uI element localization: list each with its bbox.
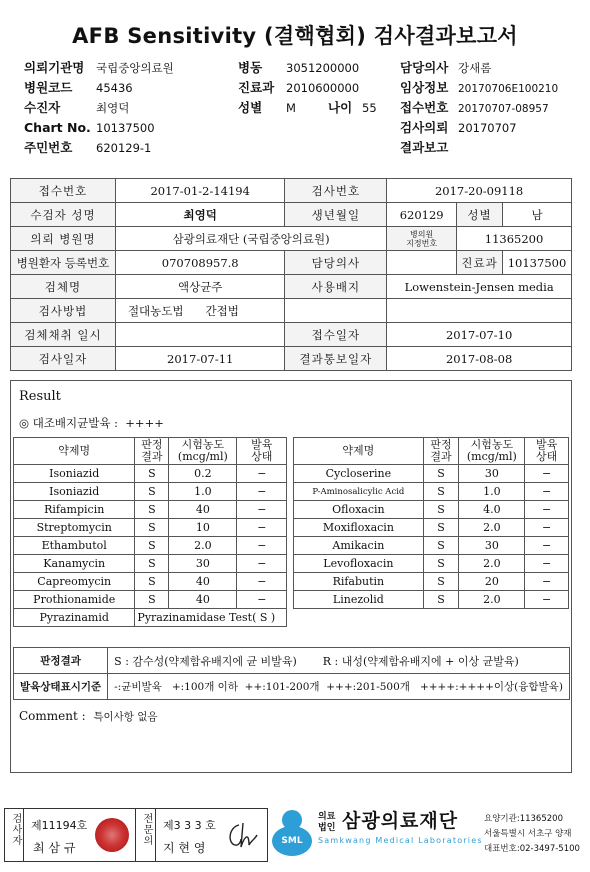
hdr-key: 주민번호 [24, 140, 73, 155]
drug-name: Kanamycin [14, 555, 135, 573]
concentration: 2.0 [459, 591, 525, 609]
drug-row [14, 519, 569, 537]
concentration: 1.0 [169, 483, 237, 501]
hdr-key: 접수번호 [400, 100, 449, 115]
drug-name: Streptomycin [14, 519, 135, 537]
label: 검사일자 [11, 347, 116, 371]
org-logo [272, 810, 314, 858]
hdr-line: 결과 [430, 450, 452, 463]
addr-line: 요양기관:11365200 [484, 814, 563, 824]
doctor [387, 251, 457, 275]
hdr-line: 시험농도 [470, 438, 514, 451]
drug-table [13, 437, 569, 627]
media: Lowenstein-Jensen media [387, 275, 572, 299]
hdr-key: 병동 [238, 60, 263, 75]
gap [287, 555, 294, 573]
hdr-val: 20170706E100210 [458, 83, 559, 95]
hdr-val: 3051200000 [286, 61, 360, 75]
hdr-line: (mcg/ml) [466, 450, 517, 463]
concentration: 2.0 [459, 519, 525, 537]
growth-status: − [525, 537, 569, 555]
legend-r: R : 내성(약제함유배지에 + 이상 균발육) [322, 654, 519, 668]
label [387, 227, 457, 251]
patient-name: 최영덕 [115, 203, 285, 227]
hdr-key: 검사의뢰 [400, 120, 449, 135]
hdr-line: 상태 [251, 450, 273, 463]
col-growth [237, 438, 287, 465]
drug-row [14, 537, 569, 555]
growth-status: − [525, 555, 569, 573]
judge-result: S [135, 501, 169, 519]
label: 성별 [457, 203, 503, 227]
label: 의뢰 병원명 [11, 227, 116, 251]
specialist-no: 제3 3 3 호 [163, 819, 216, 832]
collect-date [115, 323, 285, 347]
growth-status: − [237, 501, 287, 519]
pza-value: Pyrazinamidase Test( S ) [135, 609, 287, 627]
col-conc [459, 438, 525, 465]
growth-status: − [237, 573, 287, 591]
hdr-key: 성별 [238, 100, 263, 115]
col-judge [423, 438, 459, 465]
gap [287, 483, 294, 501]
judge-result: S [135, 465, 169, 483]
drug-name: Ofloxacin [294, 501, 423, 519]
concentration: 20 [459, 573, 525, 591]
hdr-key: 임상정보 [400, 80, 449, 95]
concentration: 0.2 [169, 465, 237, 483]
label: 검사번호 [285, 179, 387, 203]
org-address [484, 812, 590, 857]
prefix-line: 법인 [318, 823, 336, 833]
comment-label: Comment : [19, 709, 86, 723]
judge-result: S [135, 573, 169, 591]
judge-result: S [423, 537, 459, 555]
specialist-label: 전문의 [141, 813, 152, 846]
hdr-line: 시험농도 [181, 438, 225, 451]
hdr-line: 상태 [535, 450, 558, 463]
label: 접수일자 [285, 323, 387, 347]
gap [287, 519, 294, 537]
label: 생년월일 [285, 203, 387, 227]
org-prefix [318, 812, 335, 834]
patient-info-table [10, 178, 572, 371]
hdr-key: 수진자 [24, 100, 61, 115]
test-date: 2017-07-11 [115, 347, 285, 371]
label-line: 지정번호 [406, 238, 438, 248]
growth-status: − [237, 465, 287, 483]
tester-label: 검사자 [10, 813, 21, 846]
drug-name: Ethambutol [14, 537, 135, 555]
concentration: 1.0 [459, 483, 525, 501]
hdr-val: 강새롬 [458, 61, 492, 75]
col-drug: 약제명 [14, 438, 135, 465]
hdr-line: 발육 [535, 438, 558, 451]
concentration: 2.0 [169, 537, 237, 555]
result-title: Result [19, 389, 61, 404]
judge-result: S [135, 555, 169, 573]
legend-table [13, 647, 570, 700]
judge-result: S [423, 501, 459, 519]
hdr-val: 55 [362, 101, 377, 115]
label: 검체명 [11, 275, 116, 299]
hdr-val: 10137500 [96, 121, 155, 135]
header-col3 [400, 57, 590, 157]
drug-name: Cycloserine [294, 465, 423, 483]
hdr-key: 병원코드 [24, 80, 73, 95]
signature-box [4, 808, 268, 862]
result-section [10, 380, 572, 773]
org-english: Samkwang Medical Laboratories [318, 836, 483, 845]
culture-label: ◎ 대조배지균발육 : [19, 416, 118, 430]
hdr-key: 진료과 [238, 80, 275, 95]
concentration: 40 [169, 591, 237, 609]
label: 결과통보일자 [285, 347, 387, 371]
legend-growth-label: 발육상태표시기준 [14, 674, 108, 700]
concentration: 30 [169, 555, 237, 573]
empty-cell [387, 299, 572, 323]
hdr-val: 2010600000 [286, 81, 360, 95]
growth-status: − [237, 591, 287, 609]
drug-row [14, 501, 569, 519]
concentration: 30 [459, 465, 525, 483]
judge-result: S [135, 483, 169, 501]
seal-stamp [95, 818, 129, 852]
prefix-line: 의료 [318, 812, 336, 822]
dob: 620129 [387, 203, 457, 227]
growth-status: − [525, 573, 569, 591]
gap [287, 438, 294, 465]
drug-name: Linezolid [294, 591, 423, 609]
label: 검사방법 [11, 299, 116, 323]
hdr-key: 나이 [328, 100, 353, 115]
hdr-line: 발육 [251, 438, 273, 451]
legend-growth: -:균비발육 +:100개 이하 ++:101-200개 +++:201-500개 ++++:++++이상(융합발육) [108, 674, 570, 700]
judge-result: S [135, 537, 169, 555]
logo-badge: SML [272, 826, 312, 856]
label: 병원환자 등록번호 [11, 251, 116, 275]
drug-name: Rifampicin [14, 501, 135, 519]
hdr-val: 45436 [96, 81, 133, 95]
header-col2 [238, 57, 388, 117]
hdr-val: M [286, 101, 296, 115]
hdr-line: 판정 [141, 438, 163, 451]
hdr-val: 최영덕 [96, 101, 130, 115]
col-conc [169, 438, 237, 465]
judge-result: S [423, 483, 459, 501]
empty-cell [294, 609, 569, 627]
received-date: 2017-07-10 [387, 323, 572, 347]
hdr-val: 국립중앙의료원 [96, 61, 174, 75]
addr-line: 서울특별시 서초구 양재 [484, 829, 572, 839]
label-line: 병의원 [410, 229, 434, 239]
drug-name: Rifabutin [294, 573, 423, 591]
judge-result: S [423, 555, 459, 573]
legend-s: S : 감수성(약제함유배지에 균 비발육) [114, 654, 297, 668]
culture-growth [19, 415, 164, 431]
label: 사용배지 [285, 275, 387, 299]
concentration: 40 [169, 501, 237, 519]
addr-line: 대표번호:02-3497-5100 [484, 844, 580, 854]
drug-name: Capreomycin [14, 573, 135, 591]
method [115, 299, 285, 323]
gap [287, 537, 294, 555]
dept: 10137500 [503, 251, 572, 275]
empty-cell [285, 299, 387, 323]
judge-result: S [423, 591, 459, 609]
concentration: 4.0 [459, 501, 525, 519]
drug-row [14, 465, 569, 483]
growth-status: − [525, 501, 569, 519]
label: 진료과 [457, 251, 503, 275]
col-drug: 약제명 [294, 438, 423, 465]
hospital-no: 11365200 [457, 227, 572, 251]
concentration: 2.0 [459, 555, 525, 573]
legend-judge-label: 판정결과 [14, 648, 108, 674]
growth-status: − [525, 519, 569, 537]
legend-judge [108, 648, 570, 674]
comment-text: 특이사항 없음 [93, 711, 158, 723]
drug-name: P-Aminosalicylic Acid [294, 483, 423, 501]
method-1: 절대농도법 [127, 303, 184, 318]
report-title: AFB Sensitivity (결핵협회) 검사결과보고서 [72, 24, 518, 48]
receipt-no: 2017-01-2-14194 [115, 179, 285, 203]
label: 접수번호 [11, 179, 116, 203]
col-growth [525, 438, 569, 465]
hdr-val: 20170707 [458, 121, 517, 135]
specialist-name: 지 현 영 [163, 841, 206, 855]
gap [287, 591, 294, 609]
drug-name: Isoniazid [14, 483, 135, 501]
drug-name: Levofloxacin [294, 555, 423, 573]
registration-no: 070708957.8 [115, 251, 285, 275]
hdr-val: 620129-1 [96, 141, 152, 155]
drug-row [14, 555, 569, 573]
hdr-line: 결과 [141, 450, 163, 463]
drug-row [14, 573, 569, 591]
gap [287, 501, 294, 519]
drug-name: Amikacin [294, 537, 423, 555]
drug-name: Prothionamide [14, 591, 135, 609]
culture-value: ++++ [125, 416, 164, 430]
comment [19, 709, 158, 724]
growth-status: − [237, 537, 287, 555]
growth-status: − [237, 519, 287, 537]
judge-result: S [423, 519, 459, 537]
sex: 남 [503, 203, 572, 227]
pza-name: Pyrazinamid [14, 609, 135, 627]
hdr-key: 담당의사 [400, 60, 449, 75]
header-col1 [24, 57, 224, 157]
judge-result: S [423, 465, 459, 483]
growth-status: − [525, 465, 569, 483]
signature [225, 819, 259, 851]
hdr-key: 의뢰기관명 [24, 60, 85, 75]
method-2: 간접법 [205, 303, 239, 318]
drug-row [14, 591, 569, 609]
judge-result: S [135, 519, 169, 537]
growth-status: − [237, 555, 287, 573]
gap [287, 465, 294, 483]
hdr-val: 20170707-08957 [458, 103, 549, 115]
hdr-line: 판정 [430, 438, 452, 451]
drug-name: Isoniazid [14, 465, 135, 483]
concentration: 10 [169, 519, 237, 537]
growth-status: − [237, 483, 287, 501]
drug-row [14, 483, 569, 501]
col-judge [135, 438, 169, 465]
report-date: 2017-08-08 [387, 347, 572, 371]
test-no: 2017-20-09118 [387, 179, 572, 203]
label: 검체채취 일시 [11, 323, 116, 347]
hospital-name: 삼광의료재단 (국립중앙의료원) [115, 227, 386, 251]
hdr-key: Chart No. [24, 120, 91, 135]
judge-result: S [135, 591, 169, 609]
org-name: 삼광의료재단 [342, 810, 459, 832]
judge-result: S [423, 573, 459, 591]
drug-name: Moxifloxacin [294, 519, 423, 537]
growth-status: − [525, 591, 569, 609]
specimen: 액상균주 [115, 275, 285, 299]
drug-rows [14, 465, 569, 609]
label: 담당의사 [285, 251, 387, 275]
growth-status: − [525, 483, 569, 501]
hdr-key: 결과보고 [400, 140, 449, 155]
gap [287, 609, 294, 627]
hdr-line: (mcg/ml) [177, 450, 228, 463]
concentration: 40 [169, 573, 237, 591]
gap [287, 573, 294, 591]
tester-no: 제11194호 [31, 819, 88, 832]
tester-name: 최 삼 규 [33, 841, 76, 855]
concentration: 30 [459, 537, 525, 555]
label: 수검자 성명 [11, 203, 116, 227]
